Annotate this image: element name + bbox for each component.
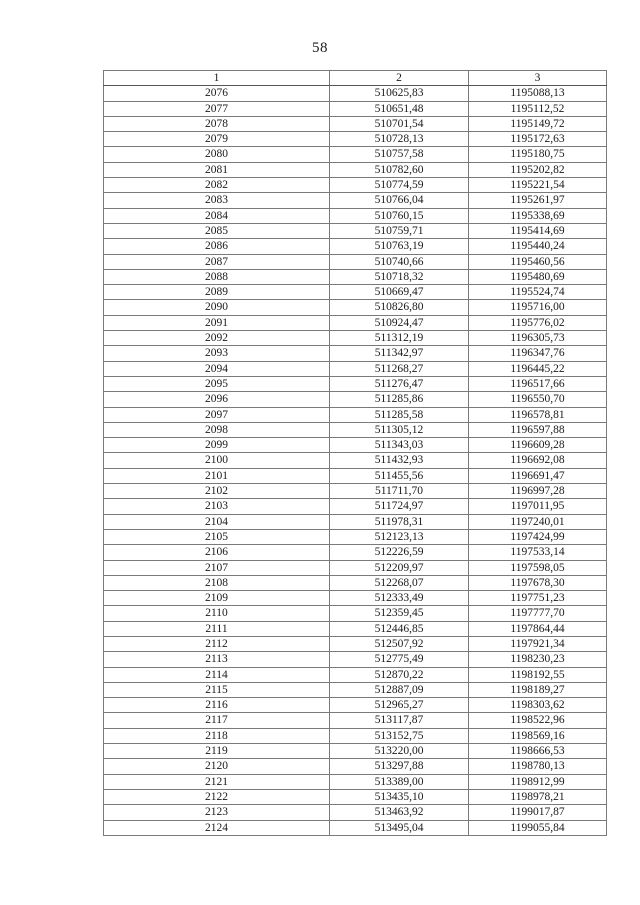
table-header-row bbox=[104, 71, 607, 86]
x-coordinate-cell: 511711,70 bbox=[330, 484, 469, 499]
y-coordinate-cell: 1195338,69 bbox=[469, 208, 607, 223]
point-number-cell: 2081 bbox=[104, 162, 330, 177]
point-number-cell: 2105 bbox=[104, 529, 330, 544]
point-number-cell: 2076 bbox=[104, 86, 330, 101]
x-coordinate-cell: 512775,49 bbox=[330, 652, 469, 667]
table-row bbox=[104, 315, 607, 330]
x-coordinate-cell: 510757,58 bbox=[330, 147, 469, 162]
x-coordinate-cell: 512209,97 bbox=[330, 560, 469, 575]
table-row bbox=[104, 789, 607, 804]
x-coordinate-cell: 510728,13 bbox=[330, 132, 469, 147]
table-row bbox=[104, 621, 607, 636]
x-coordinate-cell: 511978,31 bbox=[330, 514, 469, 529]
x-coordinate-cell: 512965,27 bbox=[330, 698, 469, 713]
y-coordinate-cell: 1195221,54 bbox=[469, 178, 607, 193]
y-coordinate-cell: 1195180,75 bbox=[469, 147, 607, 162]
table-row bbox=[104, 208, 607, 223]
table-row bbox=[104, 652, 607, 667]
table-row bbox=[104, 86, 607, 101]
table-row bbox=[104, 178, 607, 193]
point-number-cell: 2114 bbox=[104, 667, 330, 682]
y-coordinate-cell: 1195776,02 bbox=[469, 315, 607, 330]
point-number-cell: 2095 bbox=[104, 376, 330, 391]
table-row bbox=[104, 484, 607, 499]
x-coordinate-cell: 510669,47 bbox=[330, 285, 469, 300]
x-coordinate-cell: 512507,92 bbox=[330, 636, 469, 651]
table-row bbox=[104, 636, 607, 651]
y-coordinate-cell: 1198303,62 bbox=[469, 698, 607, 713]
y-coordinate-cell: 1198912,99 bbox=[469, 774, 607, 789]
x-coordinate-cell: 510651,48 bbox=[330, 101, 469, 116]
table-row bbox=[104, 422, 607, 437]
y-coordinate-cell: 1196609,28 bbox=[469, 438, 607, 453]
y-coordinate-cell: 1198666,53 bbox=[469, 744, 607, 759]
point-number-cell: 2116 bbox=[104, 698, 330, 713]
point-number-cell: 2122 bbox=[104, 789, 330, 804]
point-number-cell: 2104 bbox=[104, 514, 330, 529]
point-number-cell: 2093 bbox=[104, 346, 330, 361]
x-coordinate-cell: 511455,56 bbox=[330, 468, 469, 483]
x-coordinate-cell: 513117,87 bbox=[330, 713, 469, 728]
point-number-cell: 2096 bbox=[104, 392, 330, 407]
y-coordinate-cell: 1195440,24 bbox=[469, 239, 607, 254]
table-row bbox=[104, 331, 607, 346]
x-coordinate-cell: 510774,59 bbox=[330, 178, 469, 193]
table-row bbox=[104, 744, 607, 759]
table-row bbox=[104, 239, 607, 254]
x-coordinate-cell: 513152,75 bbox=[330, 728, 469, 743]
y-coordinate-cell: 1197777,70 bbox=[469, 606, 607, 621]
point-number-cell: 2117 bbox=[104, 713, 330, 728]
table-row bbox=[104, 774, 607, 789]
y-coordinate-cell: 1199017,87 bbox=[469, 805, 607, 820]
table-row bbox=[104, 468, 607, 483]
table-row bbox=[104, 805, 607, 820]
table-row bbox=[104, 606, 607, 621]
point-number-cell: 2089 bbox=[104, 285, 330, 300]
point-number-cell: 2086 bbox=[104, 239, 330, 254]
table-row bbox=[104, 300, 607, 315]
table-row bbox=[104, 223, 607, 238]
table-row bbox=[104, 728, 607, 743]
y-coordinate-cell: 1195480,69 bbox=[469, 269, 607, 284]
y-coordinate-cell: 1198569,16 bbox=[469, 728, 607, 743]
y-coordinate-cell: 1198978,21 bbox=[469, 789, 607, 804]
point-number-cell: 2121 bbox=[104, 774, 330, 789]
point-number-cell: 2124 bbox=[104, 820, 330, 835]
x-coordinate-cell: 512123,13 bbox=[330, 529, 469, 544]
point-number-cell: 2099 bbox=[104, 438, 330, 453]
column-header-x: 2 bbox=[330, 71, 469, 86]
point-number-cell: 2101 bbox=[104, 468, 330, 483]
table-row bbox=[104, 759, 607, 774]
table-row bbox=[104, 575, 607, 590]
y-coordinate-cell: 1197751,23 bbox=[469, 591, 607, 606]
y-coordinate-cell: 1196305,73 bbox=[469, 331, 607, 346]
x-coordinate-cell: 511276,47 bbox=[330, 376, 469, 391]
y-coordinate-cell: 1197921,34 bbox=[469, 636, 607, 651]
table-row bbox=[104, 514, 607, 529]
y-coordinate-cell: 1197011,95 bbox=[469, 499, 607, 514]
point-number-cell: 2113 bbox=[104, 652, 330, 667]
y-coordinate-cell: 1198780,13 bbox=[469, 759, 607, 774]
column-header-point: 1 bbox=[104, 71, 330, 86]
x-coordinate-cell: 512887,09 bbox=[330, 682, 469, 697]
y-coordinate-cell: 1195088,13 bbox=[469, 86, 607, 101]
table-row bbox=[104, 269, 607, 284]
table-row bbox=[104, 667, 607, 682]
column-header-y: 3 bbox=[469, 71, 607, 86]
y-coordinate-cell: 1199055,84 bbox=[469, 820, 607, 835]
x-coordinate-cell: 511268,27 bbox=[330, 361, 469, 376]
x-coordinate-cell: 512870,22 bbox=[330, 667, 469, 682]
table-row bbox=[104, 392, 607, 407]
point-number-cell: 2088 bbox=[104, 269, 330, 284]
table-row bbox=[104, 285, 607, 300]
point-number-cell: 2085 bbox=[104, 223, 330, 238]
x-coordinate-cell: 510718,32 bbox=[330, 269, 469, 284]
table-row bbox=[104, 116, 607, 131]
table-row bbox=[104, 820, 607, 835]
y-coordinate-cell: 1198230,23 bbox=[469, 652, 607, 667]
table-row bbox=[104, 376, 607, 391]
table-row bbox=[104, 698, 607, 713]
table-row bbox=[104, 529, 607, 544]
x-coordinate-cell: 512226,59 bbox=[330, 545, 469, 560]
point-number-cell: 2108 bbox=[104, 575, 330, 590]
y-coordinate-cell: 1197864,44 bbox=[469, 621, 607, 636]
y-coordinate-cell: 1198192,55 bbox=[469, 667, 607, 682]
x-coordinate-cell: 510924,47 bbox=[330, 315, 469, 330]
y-coordinate-cell: 1196691,47 bbox=[469, 468, 607, 483]
point-number-cell: 2119 bbox=[104, 744, 330, 759]
x-coordinate-cell: 513297,88 bbox=[330, 759, 469, 774]
point-number-cell: 2100 bbox=[104, 453, 330, 468]
point-number-cell: 2078 bbox=[104, 116, 330, 131]
point-number-cell: 2090 bbox=[104, 300, 330, 315]
point-number-cell: 2120 bbox=[104, 759, 330, 774]
table-row bbox=[104, 499, 607, 514]
y-coordinate-cell: 1196445,22 bbox=[469, 361, 607, 376]
x-coordinate-cell: 511305,12 bbox=[330, 422, 469, 437]
table-row bbox=[104, 453, 607, 468]
table-row bbox=[104, 162, 607, 177]
y-coordinate-cell: 1197598,05 bbox=[469, 560, 607, 575]
table-row bbox=[104, 132, 607, 147]
x-coordinate-cell: 513389,00 bbox=[330, 774, 469, 789]
y-coordinate-cell: 1197424,99 bbox=[469, 529, 607, 544]
x-coordinate-cell: 513463,92 bbox=[330, 805, 469, 820]
point-number-cell: 2094 bbox=[104, 361, 330, 376]
x-coordinate-cell: 510766,04 bbox=[330, 193, 469, 208]
y-coordinate-cell: 1196550,70 bbox=[469, 392, 607, 407]
x-coordinate-cell: 513220,00 bbox=[330, 744, 469, 759]
coordinates-table bbox=[103, 70, 607, 836]
y-coordinate-cell: 1196517,66 bbox=[469, 376, 607, 391]
x-coordinate-cell: 510701,54 bbox=[330, 116, 469, 131]
x-coordinate-cell: 512268,07 bbox=[330, 575, 469, 590]
y-coordinate-cell: 1197533,14 bbox=[469, 545, 607, 560]
x-coordinate-cell: 510782,60 bbox=[330, 162, 469, 177]
y-coordinate-cell: 1195112,52 bbox=[469, 101, 607, 116]
point-number-cell: 2103 bbox=[104, 499, 330, 514]
point-number-cell: 2123 bbox=[104, 805, 330, 820]
point-number-cell: 2077 bbox=[104, 101, 330, 116]
x-coordinate-cell: 513495,04 bbox=[330, 820, 469, 835]
y-coordinate-cell: 1195202,82 bbox=[469, 162, 607, 177]
x-coordinate-cell: 512359,45 bbox=[330, 606, 469, 621]
x-coordinate-cell: 510625,83 bbox=[330, 86, 469, 101]
y-coordinate-cell: 1195524,74 bbox=[469, 285, 607, 300]
point-number-cell: 2087 bbox=[104, 254, 330, 269]
table-row bbox=[104, 407, 607, 422]
y-coordinate-cell: 1195414,69 bbox=[469, 223, 607, 238]
x-coordinate-cell: 511312,19 bbox=[330, 331, 469, 346]
point-number-cell: 2097 bbox=[104, 407, 330, 422]
table-row bbox=[104, 560, 607, 575]
point-number-cell: 2083 bbox=[104, 193, 330, 208]
x-coordinate-cell: 511285,86 bbox=[330, 392, 469, 407]
x-coordinate-cell: 510759,71 bbox=[330, 223, 469, 238]
point-number-cell: 2118 bbox=[104, 728, 330, 743]
point-number-cell: 2111 bbox=[104, 621, 330, 636]
table-row bbox=[104, 193, 607, 208]
point-number-cell: 2102 bbox=[104, 484, 330, 499]
y-coordinate-cell: 1196347,76 bbox=[469, 346, 607, 361]
point-number-cell: 2092 bbox=[104, 331, 330, 346]
y-coordinate-cell: 1195460,56 bbox=[469, 254, 607, 269]
point-number-cell: 2098 bbox=[104, 422, 330, 437]
point-number-cell: 2091 bbox=[104, 315, 330, 330]
y-coordinate-cell: 1197678,30 bbox=[469, 575, 607, 590]
x-coordinate-cell: 511432,93 bbox=[330, 453, 469, 468]
y-coordinate-cell: 1196597,88 bbox=[469, 422, 607, 437]
x-coordinate-cell: 510826,80 bbox=[330, 300, 469, 315]
point-number-cell: 2084 bbox=[104, 208, 330, 223]
x-coordinate-cell: 510740,66 bbox=[330, 254, 469, 269]
y-coordinate-cell: 1198189,27 bbox=[469, 682, 607, 697]
table-row bbox=[104, 147, 607, 162]
y-coordinate-cell: 1196578,81 bbox=[469, 407, 607, 422]
y-coordinate-cell: 1196692,08 bbox=[469, 453, 607, 468]
point-number-cell: 2109 bbox=[104, 591, 330, 606]
point-number-cell: 2110 bbox=[104, 606, 330, 621]
page-number: 58 bbox=[312, 40, 328, 56]
y-coordinate-cell: 1198522,96 bbox=[469, 713, 607, 728]
point-number-cell: 2080 bbox=[104, 147, 330, 162]
table-row bbox=[104, 438, 607, 453]
table-row bbox=[104, 682, 607, 697]
x-coordinate-cell: 511285,58 bbox=[330, 407, 469, 422]
table-row bbox=[104, 254, 607, 269]
table-row bbox=[104, 713, 607, 728]
table-row bbox=[104, 545, 607, 560]
x-coordinate-cell: 510763,19 bbox=[330, 239, 469, 254]
x-coordinate-cell: 513435,10 bbox=[330, 789, 469, 804]
x-coordinate-cell: 510760,15 bbox=[330, 208, 469, 223]
x-coordinate-cell: 511724,97 bbox=[330, 499, 469, 514]
x-coordinate-cell: 512446,85 bbox=[330, 621, 469, 636]
x-coordinate-cell: 511342,97 bbox=[330, 346, 469, 361]
point-number-cell: 2115 bbox=[104, 682, 330, 697]
x-coordinate-cell: 512333,49 bbox=[330, 591, 469, 606]
table-row bbox=[104, 591, 607, 606]
y-coordinate-cell: 1195149,72 bbox=[469, 116, 607, 131]
table-body bbox=[104, 86, 607, 836]
y-coordinate-cell: 1195716,00 bbox=[469, 300, 607, 315]
point-number-cell: 2112 bbox=[104, 636, 330, 651]
point-number-cell: 2079 bbox=[104, 132, 330, 147]
y-coordinate-cell: 1197240,01 bbox=[469, 514, 607, 529]
table-row bbox=[104, 361, 607, 376]
x-coordinate-cell: 511343,03 bbox=[330, 438, 469, 453]
y-coordinate-cell: 1196997,28 bbox=[469, 484, 607, 499]
table-row bbox=[104, 346, 607, 361]
y-coordinate-cell: 1195261,97 bbox=[469, 193, 607, 208]
point-number-cell: 2106 bbox=[104, 545, 330, 560]
point-number-cell: 2107 bbox=[104, 560, 330, 575]
y-coordinate-cell: 1195172,63 bbox=[469, 132, 607, 147]
point-number-cell: 2082 bbox=[104, 178, 330, 193]
table-row bbox=[104, 101, 607, 116]
